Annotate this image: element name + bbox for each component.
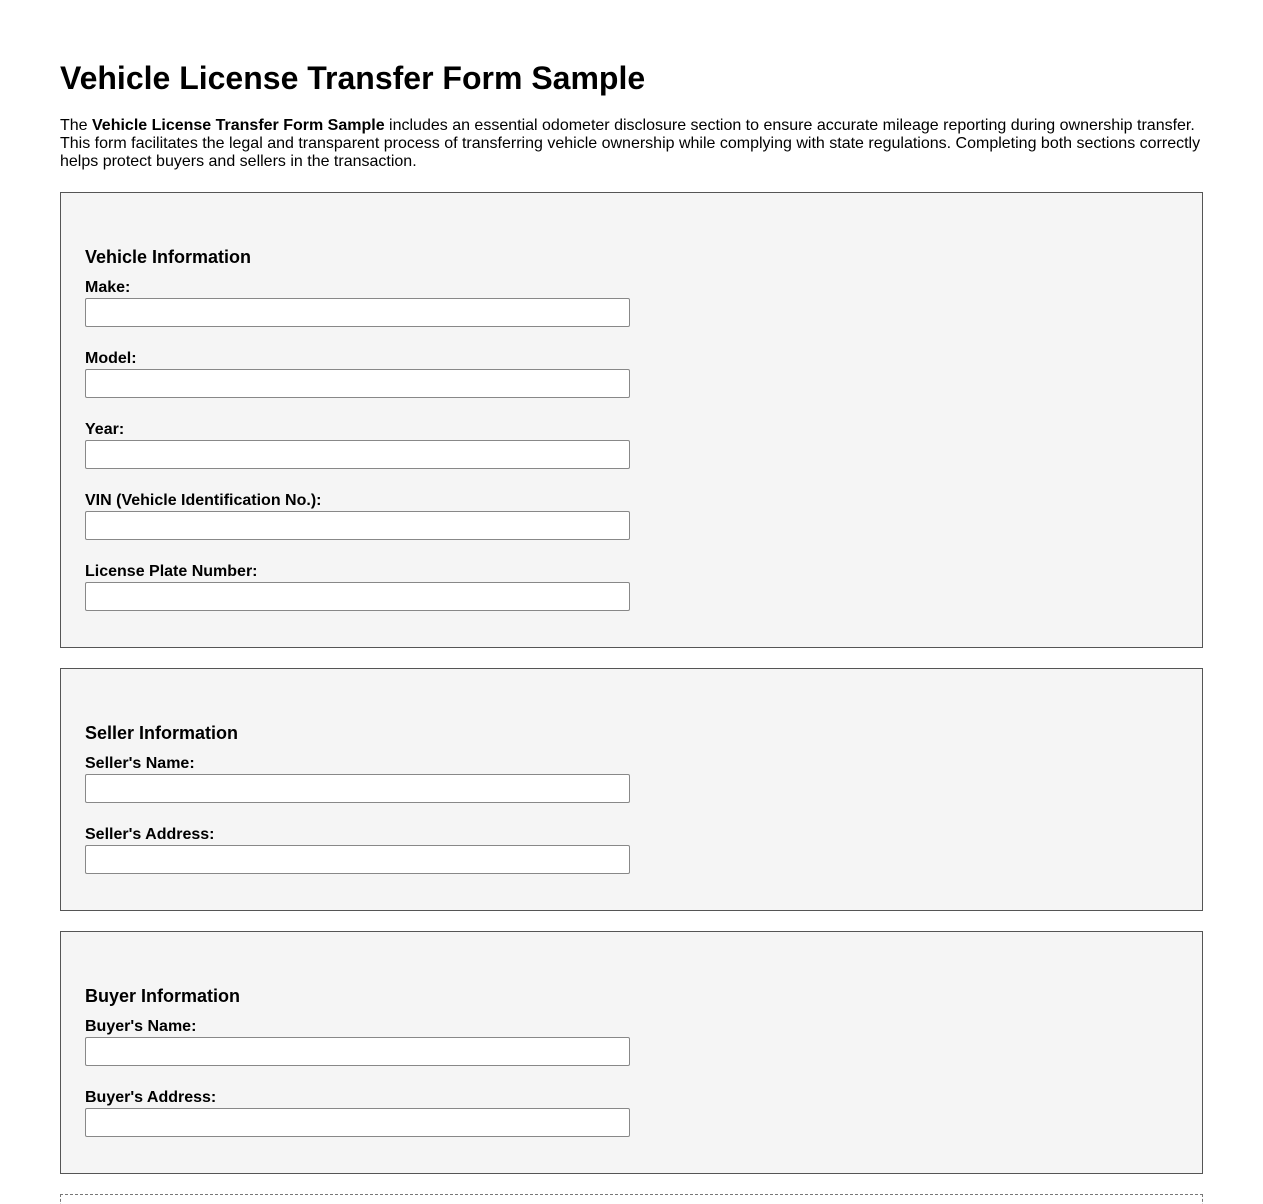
intro-text-start: The	[60, 117, 93, 134]
year-input[interactable]	[85, 440, 630, 469]
make-input[interactable]	[85, 298, 630, 327]
seller-name-label: Seller's Name:	[85, 755, 195, 772]
seller-address-label: Seller's Address:	[85, 826, 215, 843]
seller-address-input[interactable]	[85, 845, 630, 874]
vehicle-information-heading: Vehicle Information	[85, 247, 252, 267]
year-label: Year:	[85, 421, 125, 438]
intro-bold-title: Vehicle License Transfer Form Sample	[92, 117, 385, 134]
buyer-name-input[interactable]	[85, 1037, 630, 1066]
buyer-information-section	[60, 931, 1203, 1174]
buyer-address-input[interactable]	[85, 1108, 630, 1137]
intro-text-rest: includes an essential odometer disclosure section to ensure accurate mileage reporting during ownership transfer. This form facilitates the legal and transparent process of transferring vehicle ownership while complying with state regulations. Completing both sections correctly helps protect buyers and sellers in the transaction.	[60, 117, 1201, 170]
page-title: Vehicle License Transfer Form Sample	[60, 60, 646, 96]
vehicle-information-section	[60, 192, 1203, 648]
vin-input[interactable]	[85, 511, 630, 540]
make-label: Make:	[85, 279, 131, 296]
intro-paragraph	[60, 117, 1203, 171]
odometer-disclosure-section	[60, 1194, 1203, 1204]
buyer-address-label: Buyer's Address:	[85, 1089, 217, 1106]
model-input[interactable]	[85, 369, 630, 398]
license-plate-label: License Plate Number:	[85, 563, 258, 580]
seller-information-heading: Seller Information	[85, 723, 239, 743]
model-label: Model:	[85, 350, 137, 367]
vin-label: VIN (Vehicle Identification No.):	[85, 492, 322, 509]
buyer-name-label: Buyer's Name:	[85, 1018, 197, 1035]
seller-information-section	[60, 668, 1203, 911]
license-plate-input[interactable]	[85, 582, 630, 611]
buyer-information-heading: Buyer Information	[85, 986, 241, 1006]
seller-name-input[interactable]	[85, 774, 630, 803]
